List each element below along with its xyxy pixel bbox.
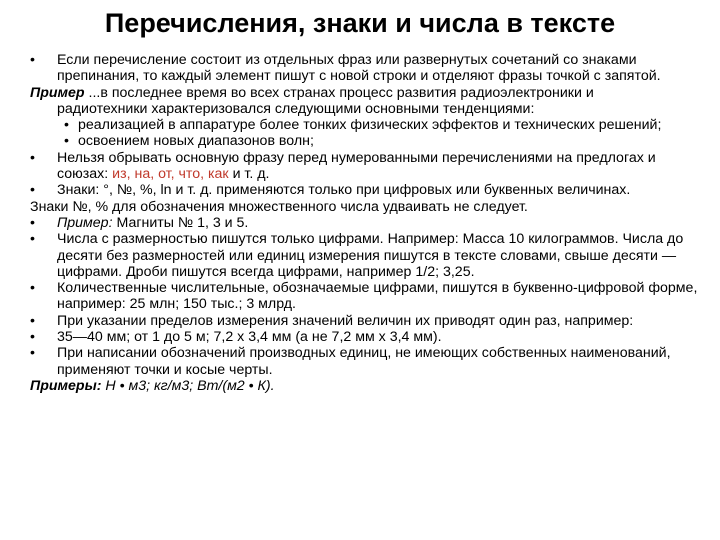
bullet: • xyxy=(30,312,35,329)
bullet: • xyxy=(30,52,35,68)
example-text: ...в последнее время во всех странах процесс развития радиоэлектроники и xyxy=(88,84,594,101)
highlighted-words: из, на, от, что, как xyxy=(112,166,229,183)
example-text: Н • м3; кг/м3; Вт/(м2 • К). xyxy=(105,377,275,394)
list-item-text-end: и т. д. xyxy=(232,166,270,183)
list-item-text: При указании пределов измерения значений величин их приводят один раз, например: xyxy=(57,312,634,329)
example-text: Магниты № 1, 3 и 5. xyxy=(116,214,249,231)
list-item xyxy=(30,329,702,345)
bullet: • xyxy=(30,329,35,346)
list-item xyxy=(30,52,702,85)
example-label: Пример: xyxy=(57,214,113,231)
bullet: • xyxy=(30,345,35,362)
list-item xyxy=(30,280,702,313)
example-cont-text: радиотехники характеризовался следующими основными тенденциями: xyxy=(57,100,535,117)
bullet: • xyxy=(30,280,35,297)
example-block xyxy=(30,378,702,394)
slide-title: Перечисления, знаки и числа в тексте xyxy=(104,8,616,38)
list-item-text: Если перечисление состоит из отдельных фраз или развернутых сочетаний со знаками препинания, то каждый элемент пишут с новой строки и отделяют фразы точкой с запятой. xyxy=(57,52,661,85)
list-item-text: Нельзя обрывать основную фразу перед нумерованными перечислениями на предлогах и союзах: xyxy=(57,149,656,183)
list-item-text: Числа с размерностью пишутся только цифрами. Например: Масса 10 килограммов. Числа до десяти без размерностей или единиц измерения пишутся в тексте словами, свыше десяти — цифрами. Дроби пишутся всегда цифрами, например 1/2; 3,25. xyxy=(57,231,684,280)
plain-text: Знаки №, % для обозначения множественного числа удваивать не следует. xyxy=(30,198,528,215)
example-continuation xyxy=(30,101,702,117)
list-item-text: Знаки: °, №, %, ln и т. д. применяются только при цифровых или буквенных величинах. xyxy=(57,182,631,199)
list-item-text: Количественные числительные, обозначаемые цифрами, пишутся в буквенно-цифровой форме, например: 25 млн; 150 тыс.; 3 млрд. xyxy=(57,280,698,313)
slide-body xyxy=(30,52,702,394)
list-item xyxy=(30,215,702,231)
list-item xyxy=(30,313,702,329)
example-block xyxy=(30,85,702,101)
bullet: • xyxy=(30,149,35,166)
sub-item-text: реализацией в аппаратуре более тонких физических эффектов и технических решений; xyxy=(78,117,662,134)
list-item xyxy=(30,182,702,198)
plain-line xyxy=(30,199,702,215)
bullet: • xyxy=(64,117,69,134)
bullet: • xyxy=(30,182,35,199)
list-item xyxy=(30,150,702,183)
list-item xyxy=(30,231,702,280)
bullet: • xyxy=(30,231,35,248)
example-label: Примеры: xyxy=(30,377,102,394)
example-label: Пример xyxy=(30,84,85,101)
list-item-text: 35—40 мм; от 1 до 5 м; 7,2 х 3,4 мм (а не 7,2 мм х 3,4 мм). xyxy=(57,329,442,346)
list-item-text: При написании обозначений производных единиц, не имеющих собственных наименований, применяют точки и косые черты. xyxy=(57,345,671,378)
sub-list-item xyxy=(30,133,702,149)
list-item xyxy=(30,345,702,378)
sub-list-item xyxy=(30,117,702,133)
sub-item-text: освоением новых диапазонов волн; xyxy=(78,133,314,150)
bullet: • xyxy=(30,214,35,231)
bullet: • xyxy=(64,133,69,150)
